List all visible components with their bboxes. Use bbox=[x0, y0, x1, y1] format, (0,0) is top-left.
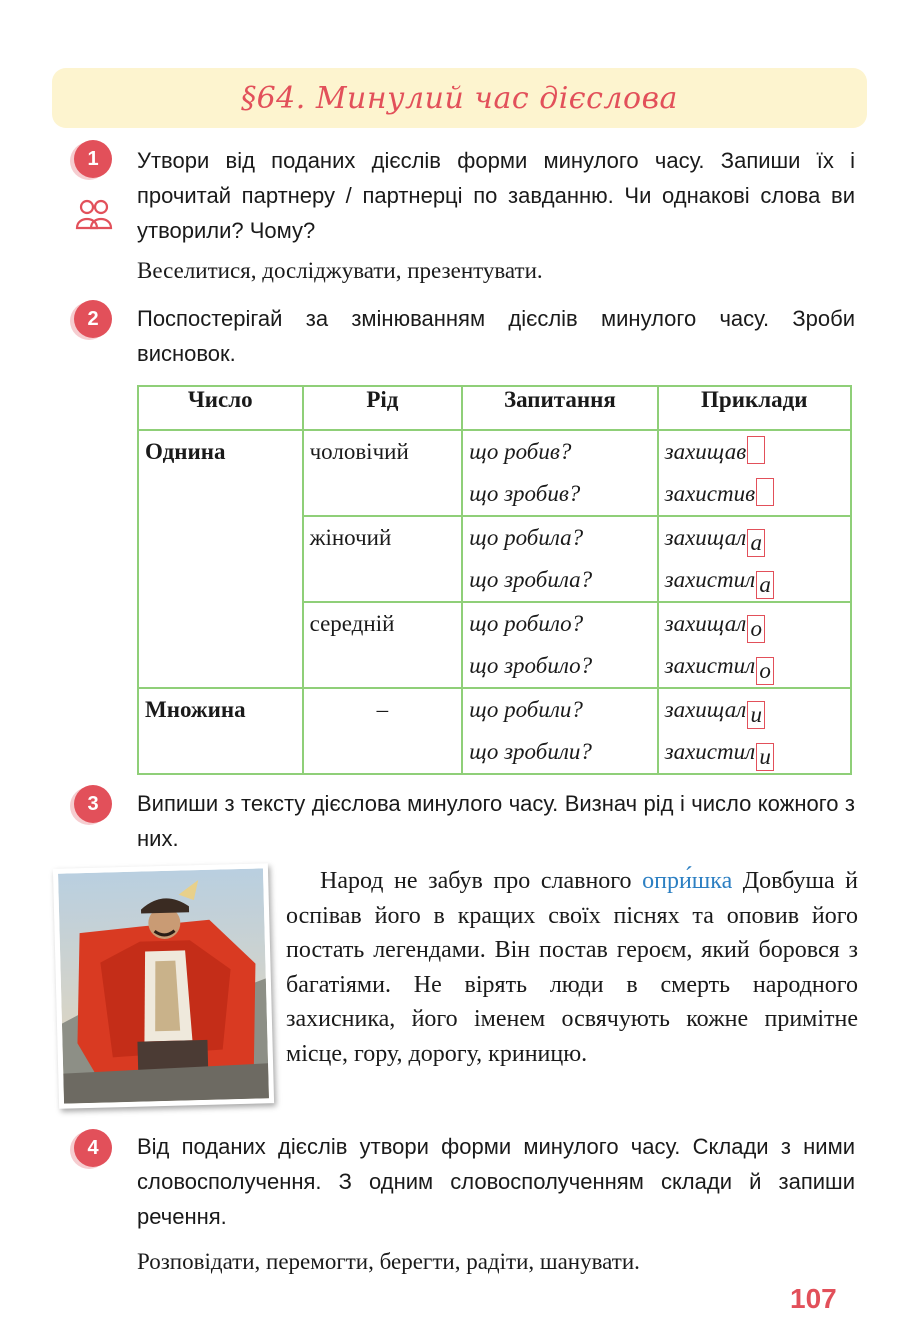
portrait-illustration bbox=[58, 868, 269, 1103]
example-stem: захистил bbox=[664, 739, 756, 764]
dovbush-portrait-image bbox=[53, 863, 274, 1109]
reading-text bbox=[286, 864, 858, 1071]
example-stem: захищал bbox=[664, 525, 747, 550]
question-cell bbox=[462, 602, 657, 688]
example bbox=[665, 431, 844, 473]
page-number: 107 bbox=[790, 1283, 837, 1314]
task-1-text: Утвори від поданих дієслів форми минулого часу. Запиши їх і прочитай партнеру / партнерці по завданню. Чи однакові слова ви утворили? Чому? bbox=[137, 148, 855, 243]
task-4-text: Від поданих дієслів утвори форми минулого часу. Склади з ними словосполучення. З одним словосполученням склади й запиши речення. bbox=[137, 1134, 855, 1229]
example-stem: захищал bbox=[664, 697, 747, 722]
example bbox=[665, 603, 844, 645]
ending-box: а bbox=[756, 571, 774, 599]
ending-box bbox=[747, 436, 765, 464]
gender-cell: чоловічий bbox=[303, 430, 463, 516]
reading-text-intro: Народ не забув про славного bbox=[320, 868, 632, 894]
title-banner bbox=[52, 68, 867, 128]
example-stem: захистил bbox=[664, 567, 756, 592]
column-header: Число bbox=[138, 386, 303, 430]
task-number-badge: 3 bbox=[74, 785, 112, 823]
number-cell-singular: Однина bbox=[138, 430, 303, 688]
task-number-badge: 2 bbox=[74, 300, 112, 338]
question: що зробила? bbox=[469, 567, 593, 592]
ending-box bbox=[756, 478, 774, 506]
task-number-badge: 4 bbox=[74, 1129, 112, 1167]
question: що робили? bbox=[469, 697, 583, 722]
table-row bbox=[138, 688, 851, 774]
task-2-text: Поспостерігай за змінюванням дієслів минулого часу. Зроби висновок. bbox=[137, 306, 855, 366]
ending-box: а bbox=[747, 529, 765, 557]
question: що робила? bbox=[469, 525, 584, 550]
task-3-text: Випиши з тексту дієслова минулого часу. Визнач рід і число кожного з них. bbox=[137, 791, 855, 851]
ending-box: о bbox=[756, 657, 774, 685]
example bbox=[665, 731, 844, 773]
question: що зробило? bbox=[469, 653, 593, 678]
table-header-row bbox=[138, 386, 851, 430]
example-cell bbox=[658, 516, 851, 602]
pair-work-icon bbox=[74, 196, 114, 236]
number-cell-plural: Множина bbox=[138, 688, 303, 774]
question: що робило? bbox=[469, 611, 584, 636]
example-cell bbox=[658, 602, 851, 688]
question: що робив? bbox=[469, 439, 572, 464]
gender-cell: середній bbox=[303, 602, 463, 688]
page-title: §64. Минулий час дієслова bbox=[241, 80, 678, 116]
example-cell bbox=[658, 688, 851, 774]
example bbox=[665, 559, 844, 601]
task-number-badge: 1 bbox=[74, 140, 112, 178]
example bbox=[665, 517, 844, 559]
question-cell bbox=[462, 516, 657, 602]
example bbox=[665, 645, 844, 687]
task-1-words: Веселитися, досліджувати, презентувати. bbox=[137, 258, 543, 283]
example bbox=[665, 473, 844, 515]
column-header: Рід bbox=[303, 386, 463, 430]
gender-cell: – bbox=[303, 688, 463, 774]
example-stem: захистил bbox=[664, 653, 756, 678]
gender-cell: жіночий bbox=[303, 516, 463, 602]
ending-box: и bbox=[756, 743, 774, 771]
glossary-word: опри́шка bbox=[642, 868, 733, 894]
reading-text-body: Довбуша й оспівав його в кращих своїх піснях та оповив його постать легендами. Він постав героєм, який боровся з багатіями. Не вірять люди в смерть народного захисника, його іменем освячують кожне примітне місце, гору, дорогу, криницю. bbox=[286, 868, 859, 1067]
example-cell bbox=[658, 430, 851, 516]
column-header: Запитання bbox=[462, 386, 657, 430]
example bbox=[665, 689, 844, 731]
question-cell bbox=[462, 430, 657, 516]
example-stem: захищал bbox=[664, 611, 747, 636]
question-cell bbox=[462, 688, 657, 774]
ending-box: и bbox=[747, 701, 765, 729]
example-stem: захистив bbox=[664, 481, 756, 506]
ending-box: о bbox=[747, 615, 765, 643]
task-4-words: Розповідати, перемогти, берегти, радіти, шанувати. bbox=[137, 1249, 640, 1274]
example-stem: захищав bbox=[664, 439, 747, 464]
question: що зробив? bbox=[469, 481, 581, 506]
verb-table bbox=[137, 385, 852, 775]
table-row bbox=[138, 430, 851, 516]
column-header: Приклади bbox=[658, 386, 851, 430]
question: що зробили? bbox=[469, 739, 592, 764]
